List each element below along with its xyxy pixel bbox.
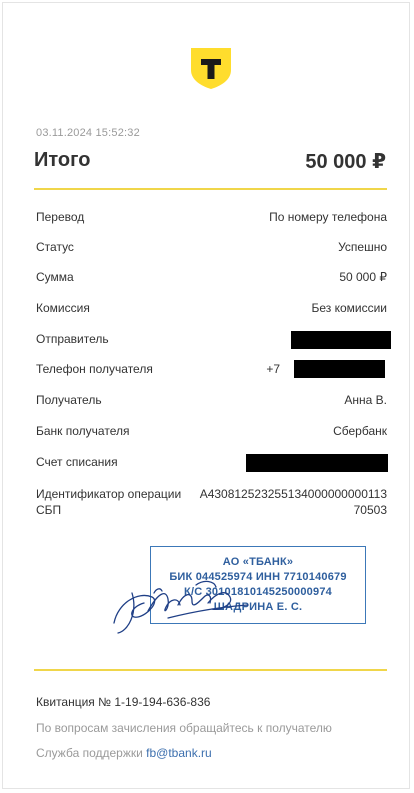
detail-row-recipient-bank xyxy=(36,424,387,440)
detail-value: 50 000 ₽ xyxy=(339,270,387,284)
sbp-key-line2: СБП xyxy=(36,503,62,517)
detail-row-commission xyxy=(36,301,387,317)
detail-value xyxy=(187,486,387,518)
stamp-line: БИК 044525974 ИНН 7710140679 xyxy=(169,571,347,583)
sbp-value-line2: 70503 xyxy=(353,503,387,517)
signature-icon xyxy=(108,563,268,638)
stamp-line: АО «ТБАНК» xyxy=(222,556,294,568)
detail-row-amount xyxy=(36,270,387,286)
phone-redaction xyxy=(294,360,385,378)
stamp-line: К/С 30101810145250000974 xyxy=(184,586,332,598)
detail-value: Без комиссии xyxy=(311,301,387,315)
total-label: Итого xyxy=(34,149,91,171)
support-label: Служба поддержки xyxy=(36,746,143,760)
total-row xyxy=(34,149,386,175)
detail-value: Анна В. xyxy=(344,393,387,407)
detail-value: По номеру телефона xyxy=(269,210,387,224)
detail-row-status xyxy=(36,240,387,256)
detail-value: +7 xyxy=(266,362,280,376)
detail-key: Сумма xyxy=(36,270,74,284)
detail-key: Счет списания xyxy=(36,455,118,469)
total-amount: 50 000 ₽ xyxy=(305,151,386,173)
detail-key: Отправитель xyxy=(36,332,109,346)
detail-value: Успешно xyxy=(338,240,387,254)
stamp-line: ШАДРИНА Е. С. xyxy=(213,601,303,613)
receipt-number: Квитанция № 1-19-194-636-836 xyxy=(36,695,211,709)
detail-value: Сбербанк xyxy=(333,424,387,438)
detail-key: Телефон получателя xyxy=(36,362,153,376)
detail-key: Статус xyxy=(36,240,74,254)
transaction-datetime: 03.11.2024 15:52:32 xyxy=(36,127,140,139)
top-divider xyxy=(34,188,387,190)
bottom-divider xyxy=(34,669,387,671)
detail-key: Банк получателя xyxy=(36,424,130,438)
detail-key: Получатель xyxy=(36,393,102,407)
support-line xyxy=(36,746,212,760)
support-email-link[interactable]: fb@tbank.ru xyxy=(146,746,212,760)
detail-key: Перевод xyxy=(36,210,85,224)
detail-row-transfer xyxy=(36,210,387,226)
sbp-key-line1: Идентификатор операции xyxy=(36,487,182,501)
detail-key xyxy=(36,486,196,518)
receipt-card xyxy=(2,2,410,789)
sbp-value-line1: A430812523255134000000000113 xyxy=(199,487,387,501)
detail-row-recipient xyxy=(36,393,387,409)
recipient-note: По вопросам зачисления обращайтесь к получателю xyxy=(36,721,332,735)
account-redaction xyxy=(246,454,388,472)
detail-key: Комиссия xyxy=(36,301,90,315)
tbank-logo-icon xyxy=(189,46,233,90)
sender-redaction xyxy=(291,331,391,349)
